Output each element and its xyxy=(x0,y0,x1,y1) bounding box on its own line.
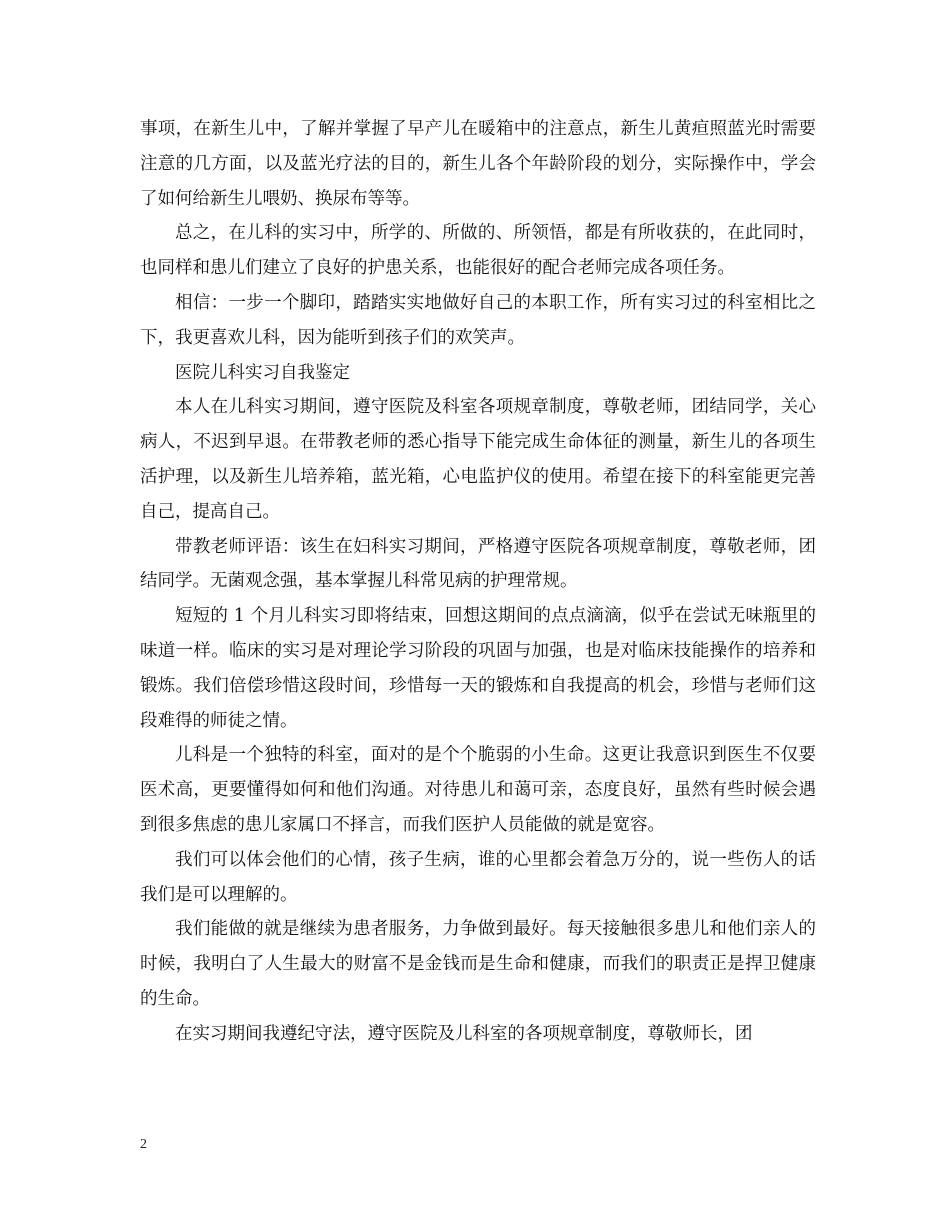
paragraph: 相信：一步一个脚印，踏踏实实地做好自己的本职工作，所有实习过的科室相比之下，我更喜欢儿科，因为能听到孩子们的欢笑声。 xyxy=(140,292,816,348)
paragraph: 在实习期间我遵纪守法，遵守医院及儿科室的各项规章制度，尊敬师长，团 xyxy=(175,1023,753,1044)
paragraph: 带教老师评语：该生在妇科实习期间，严格遵守医院各项规章制度，尊敬老师，团结同学。无菌观念强，基本掌握儿科常见病的护理常规。 xyxy=(140,536,816,592)
paragraph: 短短的 1 个月儿科实习即将结束，回想这期间的点点滴滴，似乎在尝试无味瓶里的味道一样。临床的实习是对理论学习阶段的巩固与加强，也是对临床技能操作的培养和锻炼。我们倍偿珍惜这段时间，珍惜每一天的锻炼和自我提高的机会，珍惜与老师们这段难得的师徒之情。 xyxy=(140,606,816,731)
paragraph: 儿科是一个独特的科室，面对的是个个脆弱的小生命。这更让我意识到医生不仅要医术高，更要懂得如何和他们沟通。对待患儿和蔼可亲，态度良好，虽然有些时候会遇到很多焦虑的患儿家属口不择言，而我们医护人员能做的就是宽容。 xyxy=(140,745,816,835)
paragraph-continued: 事项，在新生儿中，了解并掌握了早产儿在暖箱中的注意点，新生儿黄疸照蓝光时需要注意的几方面，以及蓝光疗法的目的，新生儿各个年龄阶段的划分，实际操作中，学会了如何给新生儿喂奶、换尿布等等。 xyxy=(140,119,816,209)
paragraph: 我们可以体会他们的心情，孩子生病，谁的心里都会着急万分的，说一些伤人的话我们是可以理解的。 xyxy=(140,849,816,905)
document-body xyxy=(140,112,816,1052)
paragraph: 我们能做的就是继续为患者服务，力争做到最好。每天接触很多患儿和他们亲人的时候，我明白了人生最大的财富不是金钱而是生命和健康，而我们的职责正是捍卫健康的生命。 xyxy=(140,919,816,1009)
page-number: 2 xyxy=(140,1137,147,1152)
paragraph: 总之，在儿科的实习中，所学的、所做的、所领悟，都是有所收获的，在此同时，也同样和患儿们建立了良好的护患关系，也能很好的配合老师完成各项任务。 xyxy=(140,223,816,279)
paragraph: 本人在儿科实习期间，遵守医院及科室各项规章制度，尊敬老师，团结同学，关心病人，不迟到早退。在带教老师的悉心指导下能完成生命体征的测量，新生儿的各项生活护理，以及新生儿培养箱，蓝光箱，心电监护仪的使用。希望在接下的科室能更完善自己，提高自己。 xyxy=(140,397,816,522)
section-heading: 医院儿科实习自我鉴定 xyxy=(175,362,350,383)
